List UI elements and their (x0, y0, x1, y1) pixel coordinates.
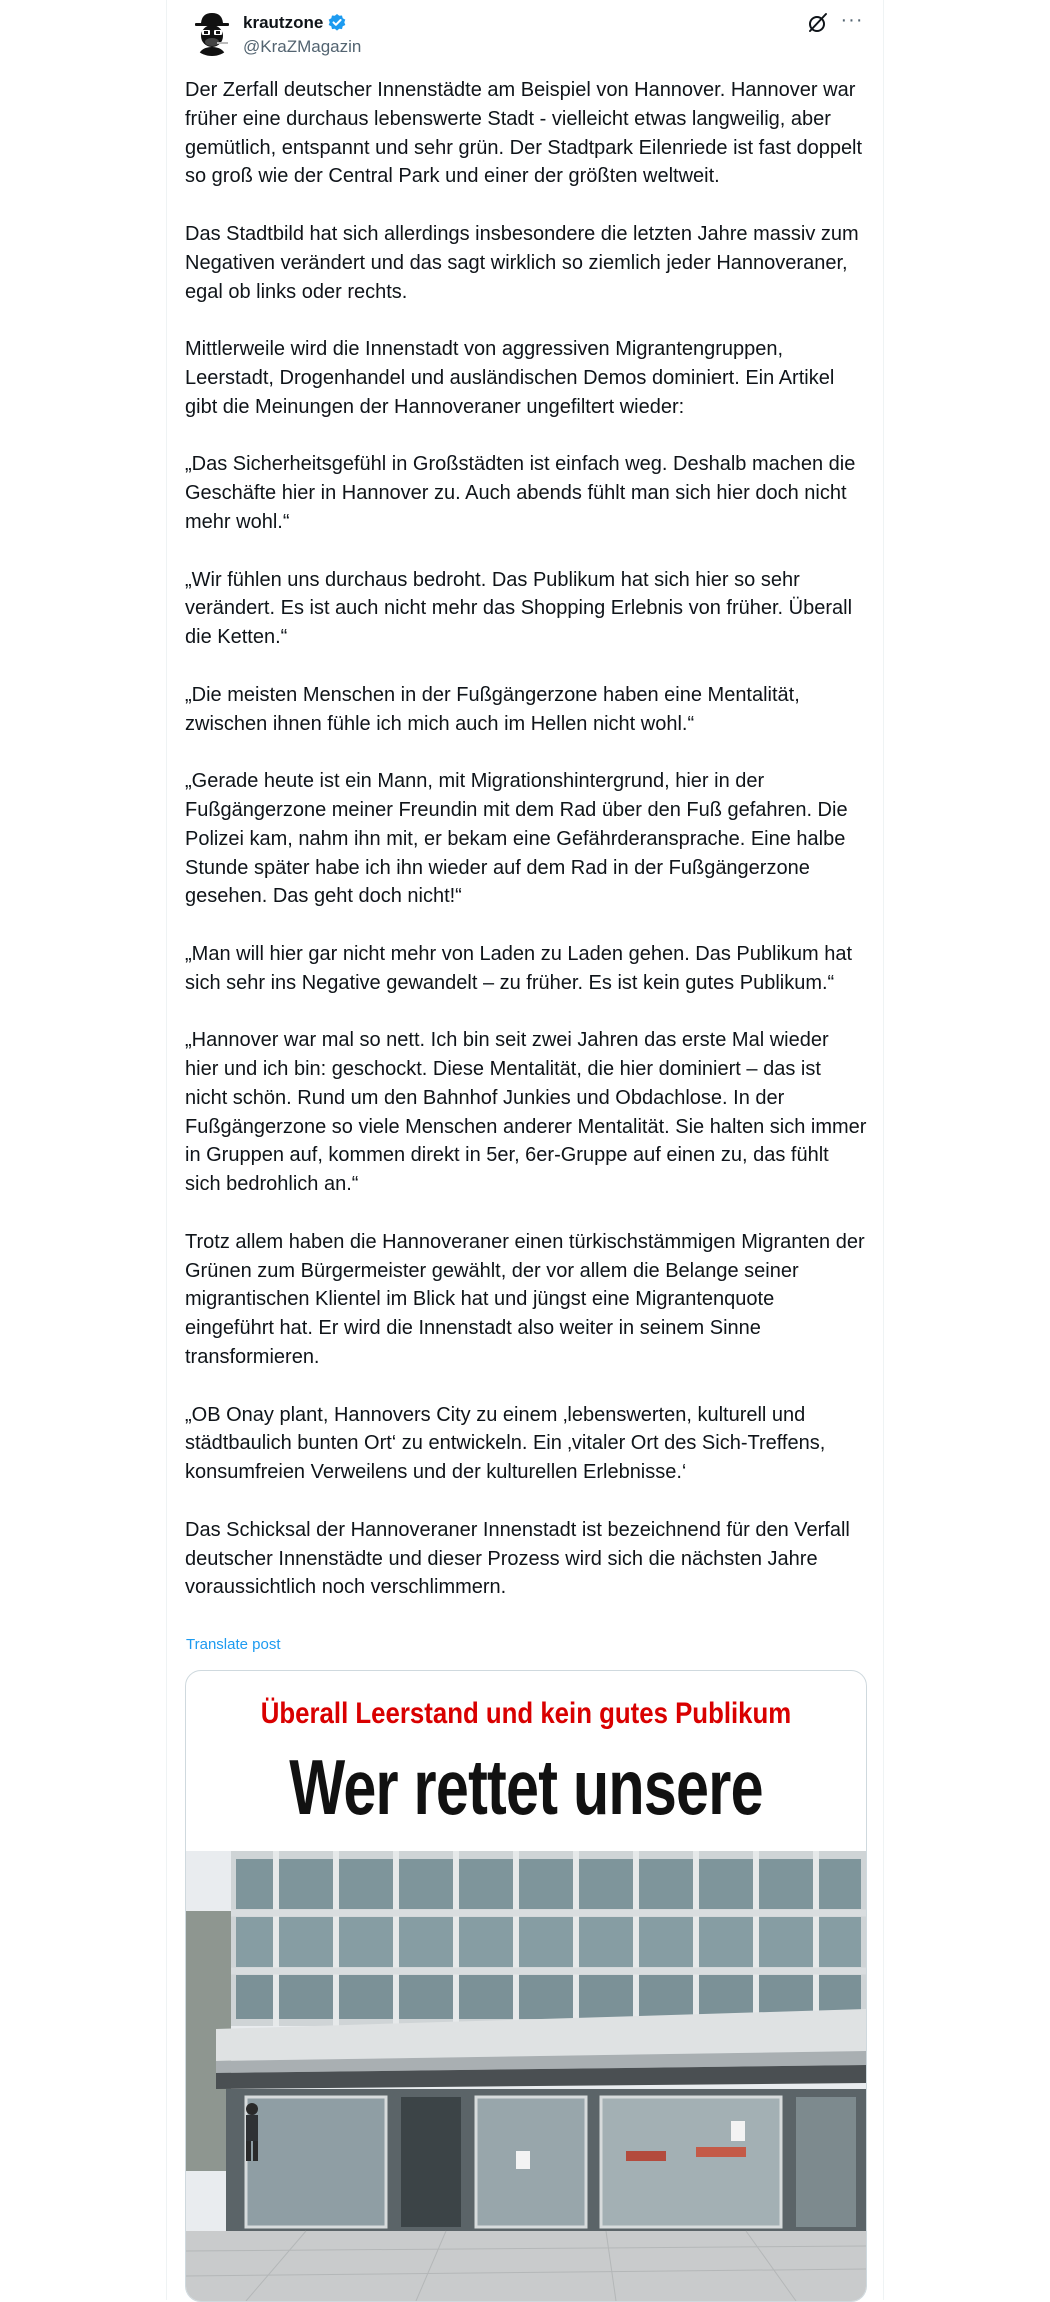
more-icon[interactable]: ··· (840, 9, 864, 31)
post-paragraph: „Gerade heute ist ein Mann, mit Migrationshintergrund, hier in der Fußgängerzone meiner Freundin mit dem Rad über den Fuß gefahren. Die Polizei kam, nahm ihn mit, er bekam eine Gefährderansprache. Eine halbe Stunde später habe ich ihn wieder auf dem Rad in der Fußgängerzone gesehen. Das geht doch nicht!“ (185, 770, 848, 908)
grok-icon[interactable] (805, 10, 831, 36)
author-display-name[interactable]: krautzone (243, 13, 324, 32)
post-paragraph: Mittlerweile wird die Innenstadt von aggressiven Migrantengruppen, Leerstadt, Drogenhandel und ausländischen Demos dominiert. Ein Artikel gibt die Meinungen der Hannoveraner ungefiltert wieder: (185, 338, 835, 418)
post-paragraph: Das Schicksal der Hannoveraner Innenstadt ist bezeichnend für den Verfall deutscher Innenstädte und dieser Prozess wird sich die nächsten Jahre voraussichtlich noch verschlimmern. (185, 1518, 850, 1599)
post-paragraph: „Man will hier gar nicht mehr von Laden zu Laden gehen. Das Publikum hat sich sehr ins Negative gewandelt – zu früher. Es ist kein gutes Publikum.“ (185, 942, 853, 994)
storefront-photo (186, 1851, 866, 2301)
post-paragraph: Das Stadtbild hat sich allerdings insbesondere die letzten Jahre massiv zum Negativen verändert und das sagt wirklich so ziemlich jeder Hannoveraner, egal ob links oder rechts. (185, 222, 859, 303)
post-article (166, 0, 884, 2300)
post-paragraph: „Hannover war mal so nett. Ich bin seit zwei Jahren das erste Mal wieder hier und ich bin: geschockt. Diese Mentalität, die hier dominiert – das ist nicht schön. Rund um den Bahnhof Junkies und Obdachlose. In der Fußgängerzone so viele Menschen anderer Mentalität. Sie halten sich immer in Gruppen auf, kommen direkt in 5er, 6er-Gruppe auf einen zu, das fühlt sich bedrohlich an.“ (185, 1029, 867, 1196)
author-names (243, 12, 361, 57)
translate-post-link[interactable]: Translate post (186, 1636, 281, 1653)
post-paragraph: „Die meisten Menschen in der Fußgängerzone haben eine Mentalität, zwischen ihnen fühle ich mich auch im Hellen nicht wohl.“ (185, 683, 800, 735)
post-paragraph: „Wir fühlen uns durchaus bedroht. Das Publikum hat sich hier so sehr verändert. Es ist auch nicht mehr das Shopping Erlebnis von früher. Überall die Ketten.“ (185, 568, 853, 649)
post-paragraph: Trotz allem haben die Hannoveraner einen türkischstämmigen Migranten der Grünen zum Bürgermeister gewählt, der vor allem die Belange seiner migrantischen Klientel im Blick hat und jüngst eine Migrantenquote eingeführt hat. Er wird die Innenstadt also weiter in seinem Sinne transformieren. (185, 1230, 865, 1369)
media-card[interactable] (185, 1670, 867, 2302)
post-paragraph: „Das Sicherheitsgefühl in Großstädten ist einfach weg. Deshalb machen die Geschäfte hier in Hannover zu. Auch abends fühlt man sich hier doch nicht mehr wohl.“ (185, 453, 856, 533)
post-text (185, 76, 867, 1602)
post-header (167, 0, 883, 68)
verified-badge-icon (327, 13, 347, 33)
author-handle[interactable]: @KraZMagazin (243, 37, 362, 56)
post-paragraph: Der Zerfall deutscher Innenstädte am Beispiel von Hannover. Hannover war früher eine durchaus lebenswerte Stadt - vielleicht etwas langweilig, aber gemütlich, entspannt und sehr grün. Der Stadtpark Eilenriede ist fast doppelt so groß wie der Central Park und einer der größten weltweit. (185, 79, 863, 188)
media-kicker: Überall Leerstand und kein gutes Publikum (260, 1697, 792, 1730)
media-headline: Wer rettet unsere (289, 1743, 763, 1831)
gorilla-avatar-icon[interactable] (189, 10, 235, 56)
post-paragraph: „OB Onay plant, Hannovers City zu einem ‚lebenswerten, kulturell und städtbaulich bunten Ort‘ zu entwickeln. Ein ‚vitaler Ort des Sich-Treffens, konsumfreien Verweilens und der kulturellen Erlebnisse.‘ (185, 1403, 826, 1484)
